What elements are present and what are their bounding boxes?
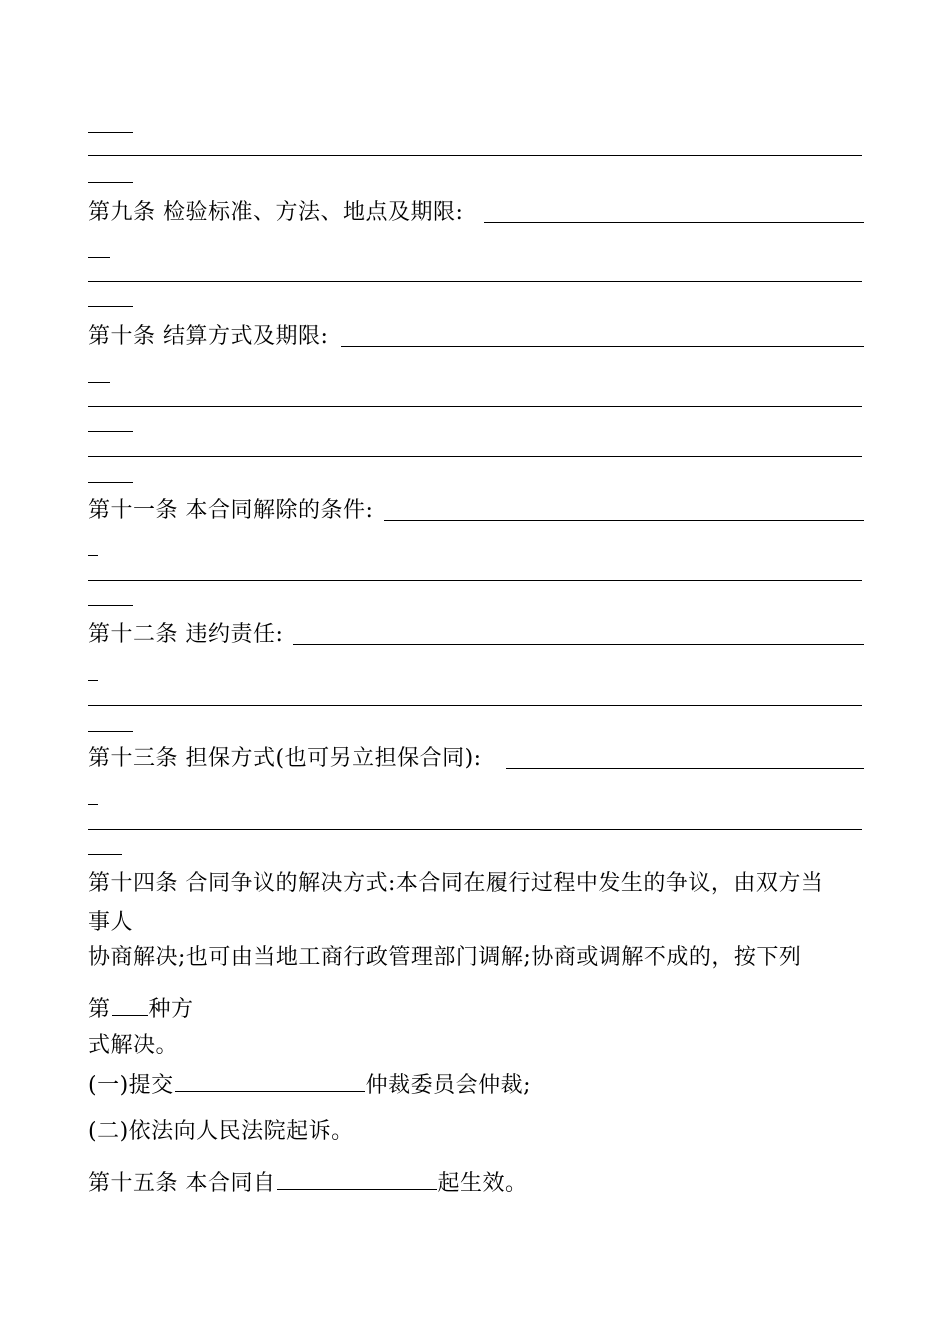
- article-15-text-a: 第十五条 本合同自: [88, 1171, 276, 1196]
- blank-line: [88, 406, 862, 407]
- article-11-label: 第十一条 本合同解除的条件:: [88, 498, 374, 523]
- article-15-text-b: 起生效。: [437, 1171, 528, 1196]
- article-13-label: 第十三条 担保方式(也可另立担保合同):: [88, 746, 482, 771]
- blank-line: [88, 456, 862, 457]
- blank-line: [88, 829, 862, 830]
- article-12: [88, 622, 283, 648]
- article-15: [88, 1167, 528, 1197]
- article-12-label: 第十二条 违约责任:: [88, 622, 284, 647]
- blank-line: [293, 644, 864, 645]
- blank-line: [88, 182, 133, 183]
- blank-line: [88, 155, 862, 156]
- blank-line: [88, 854, 122, 855]
- choice-blank[interactable]: [112, 993, 148, 1016]
- blank-line: [88, 580, 862, 581]
- blank-line: [88, 731, 133, 732]
- blank-line: [88, 555, 98, 556]
- blank-line: [88, 804, 98, 805]
- article-13: [88, 746, 482, 772]
- blank-line: [88, 431, 133, 432]
- option-2-text: (二)依法向人民法院起诉。: [88, 1119, 354, 1144]
- contract-page: [88, 0, 864, 1344]
- article-14-text-2: 事人: [88, 910, 134, 935]
- blank-line: [88, 482, 133, 483]
- blank-line: [88, 680, 98, 681]
- article-14-text-5: 式解决。: [88, 1033, 179, 1058]
- blank-line: [341, 346, 864, 347]
- option-2: [88, 1119, 354, 1145]
- blank-line: [88, 132, 133, 133]
- option-1-text-b: 仲裁委员会仲裁;: [365, 1073, 532, 1098]
- blank-line: [88, 281, 862, 282]
- article-14-text-3: 协商解决;也可由当地工商行政管理部门调解;协商或调解不成的，按下列: [88, 945, 802, 970]
- arbitration-blank[interactable]: [175, 1069, 365, 1092]
- article-14-line-4: [88, 993, 194, 1023]
- option-1: [88, 1069, 531, 1099]
- blank-line: [88, 382, 110, 383]
- option-1-text-a: (一)提交: [88, 1073, 174, 1098]
- article-14-text-1: 第十四条 合同争议的解决方式:本合同在履行过程中发生的争议，由双方当: [88, 871, 824, 896]
- article-10-label: 第十条 结算方式及期限:: [88, 324, 329, 349]
- article-9-label: 第九条 检验标准、方法、地点及期限:: [88, 200, 464, 225]
- article-9: [88, 200, 463, 226]
- article-14-text-4b: 种方: [148, 997, 194, 1022]
- article-14-line-3: [88, 945, 801, 971]
- effective-date-blank[interactable]: [277, 1167, 437, 1190]
- blank-line: [506, 768, 864, 769]
- blank-line: [384, 520, 864, 521]
- article-14-line-5: [88, 1033, 178, 1059]
- article-10: [88, 324, 328, 350]
- blank-line: [88, 306, 133, 307]
- blank-line: [88, 605, 133, 606]
- blank-line: [88, 257, 110, 258]
- blank-line: [88, 705, 862, 706]
- article-14-line-2: [88, 910, 133, 936]
- blank-line: [484, 222, 864, 223]
- article-14-line-1: [88, 871, 823, 897]
- article-11: [88, 498, 373, 524]
- article-14-text-4a: 第: [88, 997, 111, 1022]
